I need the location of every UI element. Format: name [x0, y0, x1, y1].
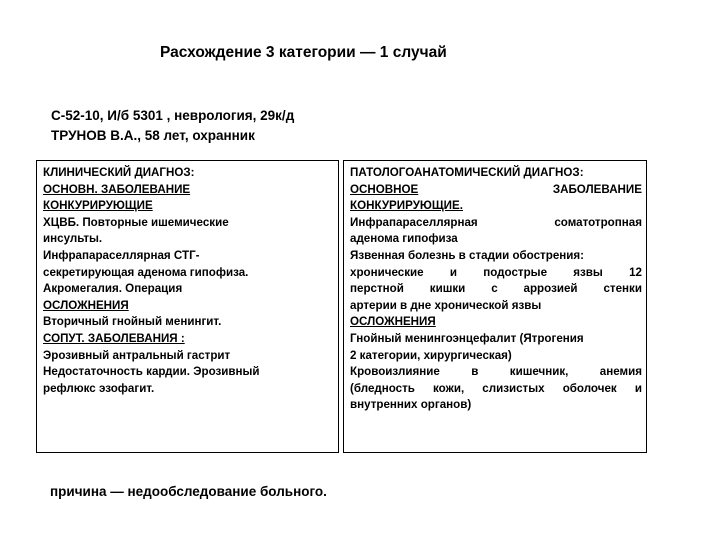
pathological-text-line — [350, 364, 642, 381]
patient-name-line: ТРУНОВ В.А., 58 лет, охранник — [51, 128, 255, 143]
main-disease-word: ЗАБОЛЕВАНИЕ — [552, 182, 642, 196]
word: с — [491, 282, 498, 296]
word: кишечник, — [509, 365, 569, 379]
pathological-text-line — [350, 281, 642, 298]
pathological-complications-label: ОСЛОЖНЕНИЯ — [350, 315, 436, 329]
clinical-competing-label: КОНКУРИРУЮЩИЕ — [43, 199, 153, 213]
pathological-text-line — [350, 265, 642, 282]
word: кожи, — [433, 381, 465, 395]
clinical-text-line: Акромегалия. Операция — [43, 282, 183, 296]
clinical-text-line: Инфрапараселлярная СТГ- — [43, 248, 200, 262]
clinical-text-line: инсульты. — [43, 232, 103, 246]
word: соматотропная — [554, 215, 642, 229]
word: стенки — [603, 282, 642, 296]
pathological-text-line: 2 категории, хирургическая) — [350, 348, 512, 362]
clinical-text-line: секретирующая аденома гипофиза. — [43, 265, 249, 279]
word: 12 — [629, 265, 642, 279]
word: язвы — [573, 265, 603, 279]
clinical-text-line: Эрозивный антральный гастрит — [43, 348, 231, 362]
patient-info — [51, 106, 294, 146]
pathological-text-line — [350, 215, 642, 232]
word: анемия — [599, 365, 642, 379]
clinical-diagnosis-box — [36, 160, 339, 453]
clinical-complications-label: ОСЛОЖНЕНИЯ — [43, 298, 129, 312]
main-disease-word: ОСНОВНОЕ — [350, 182, 419, 196]
pathological-heading: ПАТОЛОГОАНАТОМИЧЕСКИЙ ДИАГНОЗ: — [350, 166, 584, 179]
pathological-diagnosis-box — [343, 160, 647, 453]
clinical-text-line: рефлюкс эзофагит. — [43, 381, 155, 395]
word: слизистых — [482, 381, 545, 395]
word: перстной — [350, 282, 404, 296]
slide-title: Расхождение 3 категории — 1 случай — [160, 44, 447, 61]
word: (бледность — [350, 381, 415, 395]
patient-case-line: С-52-10, И/б 5301 , неврология, 29к/д — [51, 108, 295, 123]
clinical-heading: КЛИНИЧЕСКИЙ ДИАГНОЗ: — [43, 166, 195, 179]
clinical-text-line: Недостаточность кардии. Эрозивный — [43, 365, 260, 379]
pathological-text-line: Язвенная болезнь в стадии обострения: — [350, 248, 585, 262]
word: Инфрапараселлярная — [350, 215, 478, 229]
clinical-text-line: ХЦВБ. Повторные ишемические — [43, 215, 229, 229]
pathological-competing-label: КОНКУРИРУЮЩИЕ. — [350, 199, 463, 213]
pathological-main-disease-label — [350, 182, 642, 199]
word: и — [449, 265, 457, 279]
word: и — [634, 381, 642, 395]
clinical-text-line: Вторичный гнойный менингит. — [43, 315, 222, 329]
word: хронические — [350, 265, 424, 279]
pathological-text-line: артерии в дне хронической язвы — [350, 298, 542, 312]
clinical-main-disease-label: ОСНОВН. ЗАБОЛЕВАНИЕ — [43, 182, 191, 196]
word: подострые — [483, 265, 548, 279]
pathological-text-line: аденома гипофиза — [350, 232, 458, 246]
pathological-text-line — [350, 381, 642, 398]
clinical-concomitant-label: СОПУТ. ЗАБОЛЕВАНИЯ : — [43, 331, 185, 345]
word: оболочек — [562, 381, 617, 395]
pathological-text-line: внутренних органов) — [350, 398, 472, 412]
conclusion-text: причина — недообследование больного. — [50, 484, 327, 499]
word: в — [471, 365, 479, 379]
word: Кровоизлияние — [350, 365, 440, 379]
word: аррозией — [523, 282, 578, 296]
pathological-text-line: Гнойный менингоэнцефалит (Ятрогения — [350, 331, 584, 345]
word: кишки — [429, 282, 466, 296]
